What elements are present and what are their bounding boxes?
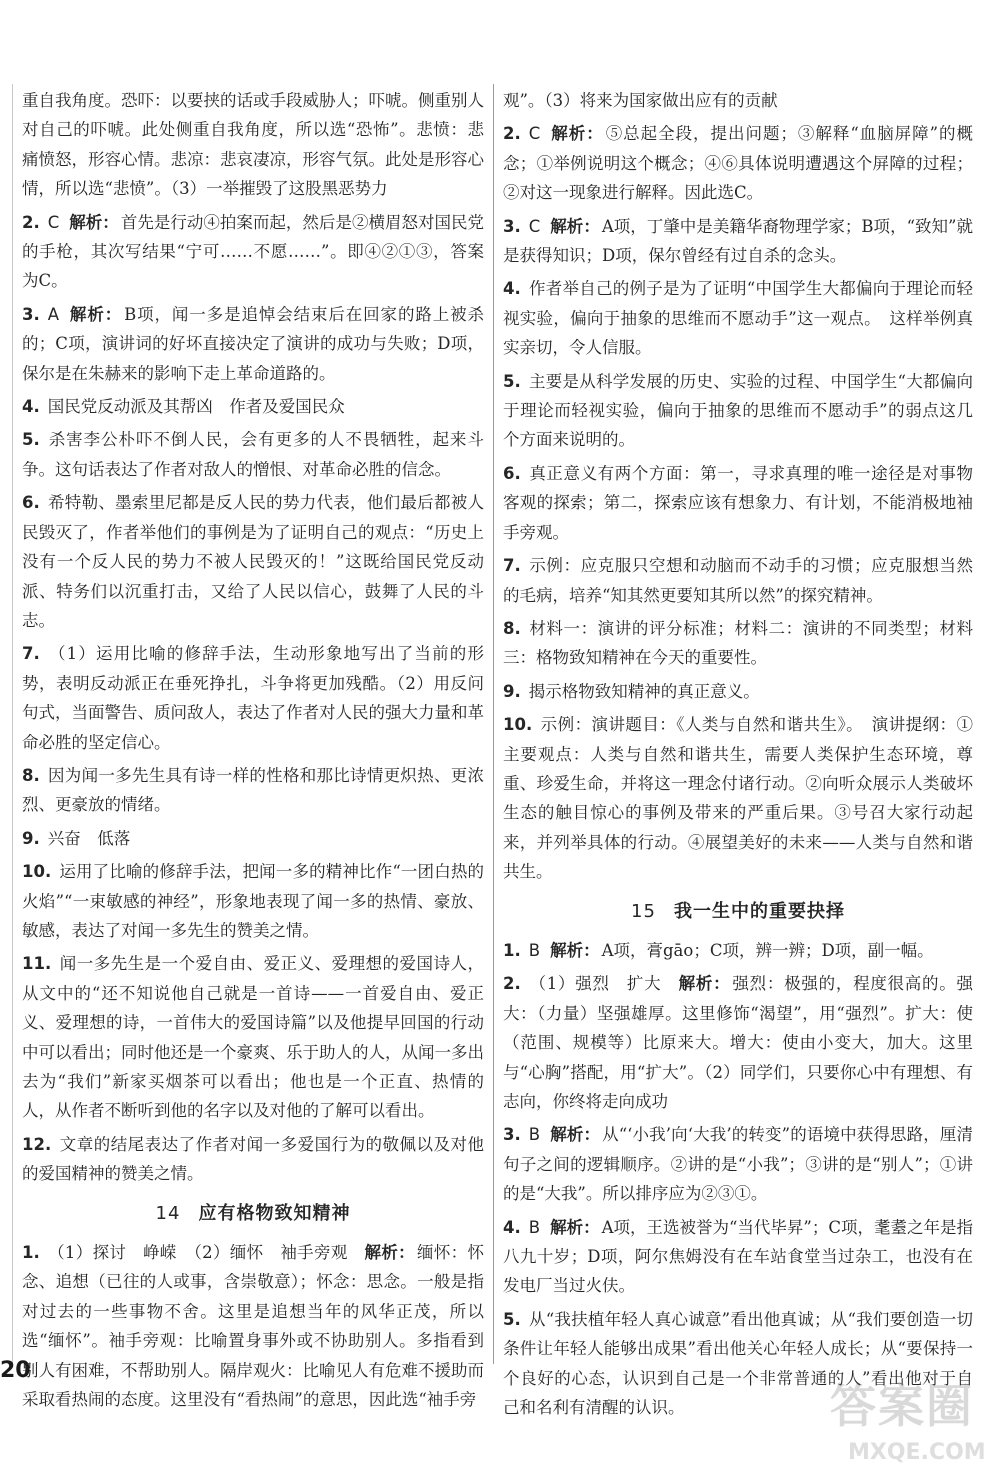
item-number: 4. [503, 279, 521, 299]
analysis-label: 解析： [550, 216, 600, 236]
item-text: 杀害李公朴吓不倒人民，会有更多的人不畏牺牲，起来斗争。这句话表达了作者对敌人的憎恨、对革命必胜的信念。 [22, 430, 484, 479]
item-number: 10. [22, 862, 52, 882]
item-answer: B [528, 1217, 541, 1237]
item-text: 作者举自己的例子是为了证明“中国学生大都偏向于理论而轻视实验，偏向于抽象的思维而不愿动手”这一观点。 这样举例真实亲切，令人信服。 [503, 279, 973, 358]
answer-item [503, 212, 973, 271]
item-number: 1. [503, 940, 521, 960]
section-title [22, 1199, 484, 1228]
answer-item [22, 1130, 484, 1189]
analysis-label: 解析： [69, 304, 123, 324]
answer-item [503, 1213, 973, 1301]
answer-item [503, 367, 973, 455]
answer-item [22, 488, 484, 635]
item-text: 兴奋 低落 [47, 828, 131, 848]
answer-item [22, 639, 484, 757]
item-number: 3. [22, 304, 40, 324]
analysis-label: 解析： [678, 974, 731, 994]
answer-item [22, 761, 484, 820]
item-text: 揭示格物致知精神的真正意义。 [528, 681, 760, 701]
item-number: 4. [22, 397, 40, 417]
item-text: 主要是从科学发展的历史、实验的过程、中国学生“大都偏向于理论而轻视实验，偏向于抽象的思维而不愿动手”的弱点这几个方面来说明的。 [503, 371, 973, 450]
column-divider [493, 84, 494, 1364]
answer-item [22, 392, 484, 421]
continued-text: 观”。（3）将来为国家做出应有的贡献 [503, 91, 778, 110]
answer-item [22, 300, 484, 388]
item-number: 6. [22, 493, 40, 513]
item-number: 6. [503, 463, 521, 483]
item-number: 4. [503, 1217, 521, 1237]
item-number: 9. [22, 828, 40, 848]
analysis-label: 解析： [550, 940, 600, 960]
item-text: 国民党反动派及其帮凶 作者及爱国民众 [47, 397, 345, 417]
answer-item [22, 208, 484, 296]
item-text: ⑤总起全段，提出问题；③解释“血脑屏障”的概念；①举例说明这个概念；④⑥具体说明遭遇这个屏障的过程；②对这一现象进行解释。因此选C。 [503, 124, 974, 203]
item-text: 强烈：极强的，程度很高的。强大：（力量）坚强雄厚。这里修饰“渴望”，用“强烈”。扩大：使（范围、规模等）比原来大。增大：使由小变大，加大。这里与“心胸”搭配，用“扩大”。（2）同学们，只要你心中有理想、有志向，你终将走向成功 [503, 974, 974, 1111]
item-number: 7. [22, 644, 40, 664]
item-number: 3. [503, 216, 521, 236]
right-column [503, 86, 973, 1426]
item-answer-text: （1）探讨 峥嵘 （2）缅怀 袖手旁观 [47, 1243, 365, 1263]
answer-item [503, 710, 973, 886]
item-number: 5. [503, 371, 521, 391]
answer-item [503, 551, 973, 610]
analysis-label: 解析： [550, 1217, 600, 1237]
answer-item [503, 1120, 973, 1208]
answer-item [503, 936, 973, 965]
item-text: 因为闻一多先生具有诗一样的性格和那比诗情更炽热、更浓烈、更豪放的情绪。 [22, 765, 484, 815]
item-text: 首先是行动④拍案而起，然后是②横眉怒对国民党的手枪，其次写结果“宁可……不愿……”。即④②①③，答案为C。 [22, 212, 485, 291]
item-number: 5. [22, 430, 40, 450]
answer-item [503, 677, 973, 706]
item-text: 缅怀：怀念、追想（已往的人或事，含崇敬意）；怀念：思念。一般是指对过去的一些事物不舍。这里是追想当年的风华正茂，所以选“缅怀”。袖手旁观：比喻置身事外或不协助别人。多指看到别人有困难，不帮助别人。隔岸观火：比喻见人有危难不援助而采取看热闹的态度。这里没有“看热闹”的意思，因此选“袖手旁 [22, 1243, 485, 1410]
answer-item [22, 857, 484, 945]
item-text: A项，王选被誉为“当代毕昇”；C项，耄耋之年是指八九十岁；D项，阿尔焦姆没有在车站食堂当过杂工，也没有在发电厂当过火伕。 [503, 1217, 973, 1296]
item-text: A项，膏gāo；C项，辨一辨；D项，副一幅。 [601, 940, 934, 960]
item-text: A项，丁肇中是美籍华裔物理学家；B项，“致知”就是获得知识；D项，保尔曾经有过自杀的念头。 [503, 216, 973, 266]
answer-item [503, 459, 973, 547]
item-text: 材料一：演讲的评分标准；材料二：演讲的不同类型；材料三：格物致知精神在今天的重要性。 [503, 618, 973, 668]
analysis-label: 解析： [69, 212, 119, 232]
answer-item [503, 614, 973, 673]
answer-item [22, 824, 484, 853]
section-number: 14 [155, 1202, 181, 1224]
answer-item [22, 1238, 484, 1414]
item-number: 10. [503, 715, 533, 735]
item-number: 5. [503, 1309, 521, 1329]
item-text: 从“‘小我’向‘大我’的转变”的语境中获得思路，厘清句子之间的逻辑顺序。②讲的是“小我”；③讲的是“别人”；①讲的是“大我”。所以排序应为②③①。 [503, 1125, 973, 1204]
analysis-label: 解析： [550, 1125, 601, 1145]
item-text: B项，闻一多是追悼会结束后在回家的路上被杀的；C项，演讲词的好坏直接决定了演讲的成功与失败；D项，保尔是在朱赫来的影响下走上革命道路的。 [22, 304, 484, 383]
item-answer: C [528, 124, 541, 144]
item-answer: C [528, 216, 541, 236]
item-number: 12. [22, 1134, 52, 1154]
item-answer: B [528, 1125, 541, 1145]
item-answer: C [47, 212, 60, 232]
item-number: 3. [503, 1125, 521, 1145]
answer-item [22, 949, 484, 1125]
item-text: 闻一多先生是一个爱自由、爱正义、爱理想的爱国诗人，从文中的“还不知说他自己就是一首诗——一首爱自由、爱正义、爱理想的诗，一首伟大的爱国诗篇”以及他提早回国的行动中可以看出；同时他还是一个豪爽、乐于助人的人，从闻一多出去为“我们”新家买烟茶可以看出；他也是一个正直、热情的人，从作者不断听到他的名字以及对他的了解可以看出。 [22, 954, 484, 1121]
item-number: 9. [503, 681, 521, 701]
answer-item [503, 969, 973, 1116]
answer-item [503, 274, 973, 362]
item-text: 真正意义有两个方面：第一，寻求真理的唯一途径是对事物客观的探索；第二，探索应该有想象力、有计划，不能消极地袖手旁观。 [503, 463, 973, 542]
left-column [22, 86, 484, 1418]
left-margin-rule [12, 84, 13, 1364]
analysis-label: 解析： [550, 124, 604, 144]
section-number: 15 [631, 900, 656, 922]
item-text: 文章的结尾表达了作者对闻一多爱国行为的敬佩以及对他的爱国精神的赞美之情。 [22, 1134, 484, 1184]
item-text: （1）运用比喻的修辞手法，生动形象地写出了当前的形势，表明反动派正在垂死挣扎，斗争将更加残酷。（2）用反问句式，当面警告、质问敌人，表达了作者对人民的强大力量和革命必胜的坚定信心。 [22, 644, 484, 752]
item-text: 希特勒、墨索里尼都是反人民的势力代表，他们最后都被人民毁灭了，作者举他们的事例是为了证明自己的观点：“历史上没有一个反人民的势力不被人民毁灭的！”这既给国民党反动派、特务们以沉重打击，又给了人民以信心，鼓舞了人民的斗志。 [22, 493, 484, 630]
item-number: 11. [22, 954, 52, 974]
continued-text: 重自我角度。恐吓：以要挟的话或手段威胁人；吓唬。侧重别人对自己的吓唬。此处侧重自我角度，所以选“恐怖”。悲愤：悲痛愤怒，形容心情。悲凉：悲哀凄凉，形容气氛。此处是形容心情，所以选“悲愤”。（3）一举摧毁了这股黑恶势力 [22, 91, 484, 199]
item-answer: A [47, 304, 60, 324]
answer-circle-logo-icon: 答案圈 [830, 1379, 974, 1433]
item-number: 8. [503, 618, 521, 638]
item-number: 2. [22, 212, 40, 232]
answer-item [503, 119, 973, 207]
watermark-url: MXQE.COM [848, 1440, 986, 1465]
item-answer: B [528, 940, 541, 960]
watermark [830, 1370, 1000, 1470]
section-name: 我一生中的重要抉择 [673, 900, 845, 922]
section-name: 应有格物致知精神 [198, 1202, 351, 1224]
item-answer-text: （1）强烈 扩大 [528, 974, 679, 994]
item-number: 8. [22, 765, 40, 785]
section-title [503, 897, 973, 926]
item-number: 7. [503, 556, 521, 576]
item-text: 示例：应克服只空想和动脑而不动手的习惯；应克服想当然的毛病，培养“知其然更要知其所以然”的探究精神。 [503, 556, 973, 605]
item-number: 2. [503, 974, 521, 994]
item-text: 运用了比喻的修辞手法，把闻一多的精神比作“一团白热的火焰”“一束敏感的神经”，形象地表现了闻一多的热情、豪放、敏感，表达了对闻一多先生的赞美之情。 [22, 862, 484, 940]
item-text: 示例：演讲题目：《人类与自然和谐共生》。 演讲提纲：①主要观点：人类与自然和谐共生，需要人类保护生态环境，尊重、珍爱生命，并将这一理念付诸行动。②向听众展示人类破坏生态的触目惊心的事例及带来的严重后果。③号召大家行动起来，并列举具体的行动。④展望美好的未来——人类与自然和谐共生。 [503, 715, 973, 882]
analysis-label: 解析： [364, 1243, 415, 1263]
answer-item [22, 425, 484, 484]
item-text: 从“我扶植年轻人真心诚意”看出他真诚；从“我们要创造一切条件让年轻人能够出成果”看出他关心年轻人成长；从“要保持一个良好的心态，认识到自己是一个非常普通的人”看出他对于自己和名利有清醒的认识。 [503, 1309, 973, 1418]
item-number: 1. [22, 1243, 40, 1263]
item-number: 2. [503, 124, 521, 144]
page-number: 20 [0, 1358, 31, 1383]
